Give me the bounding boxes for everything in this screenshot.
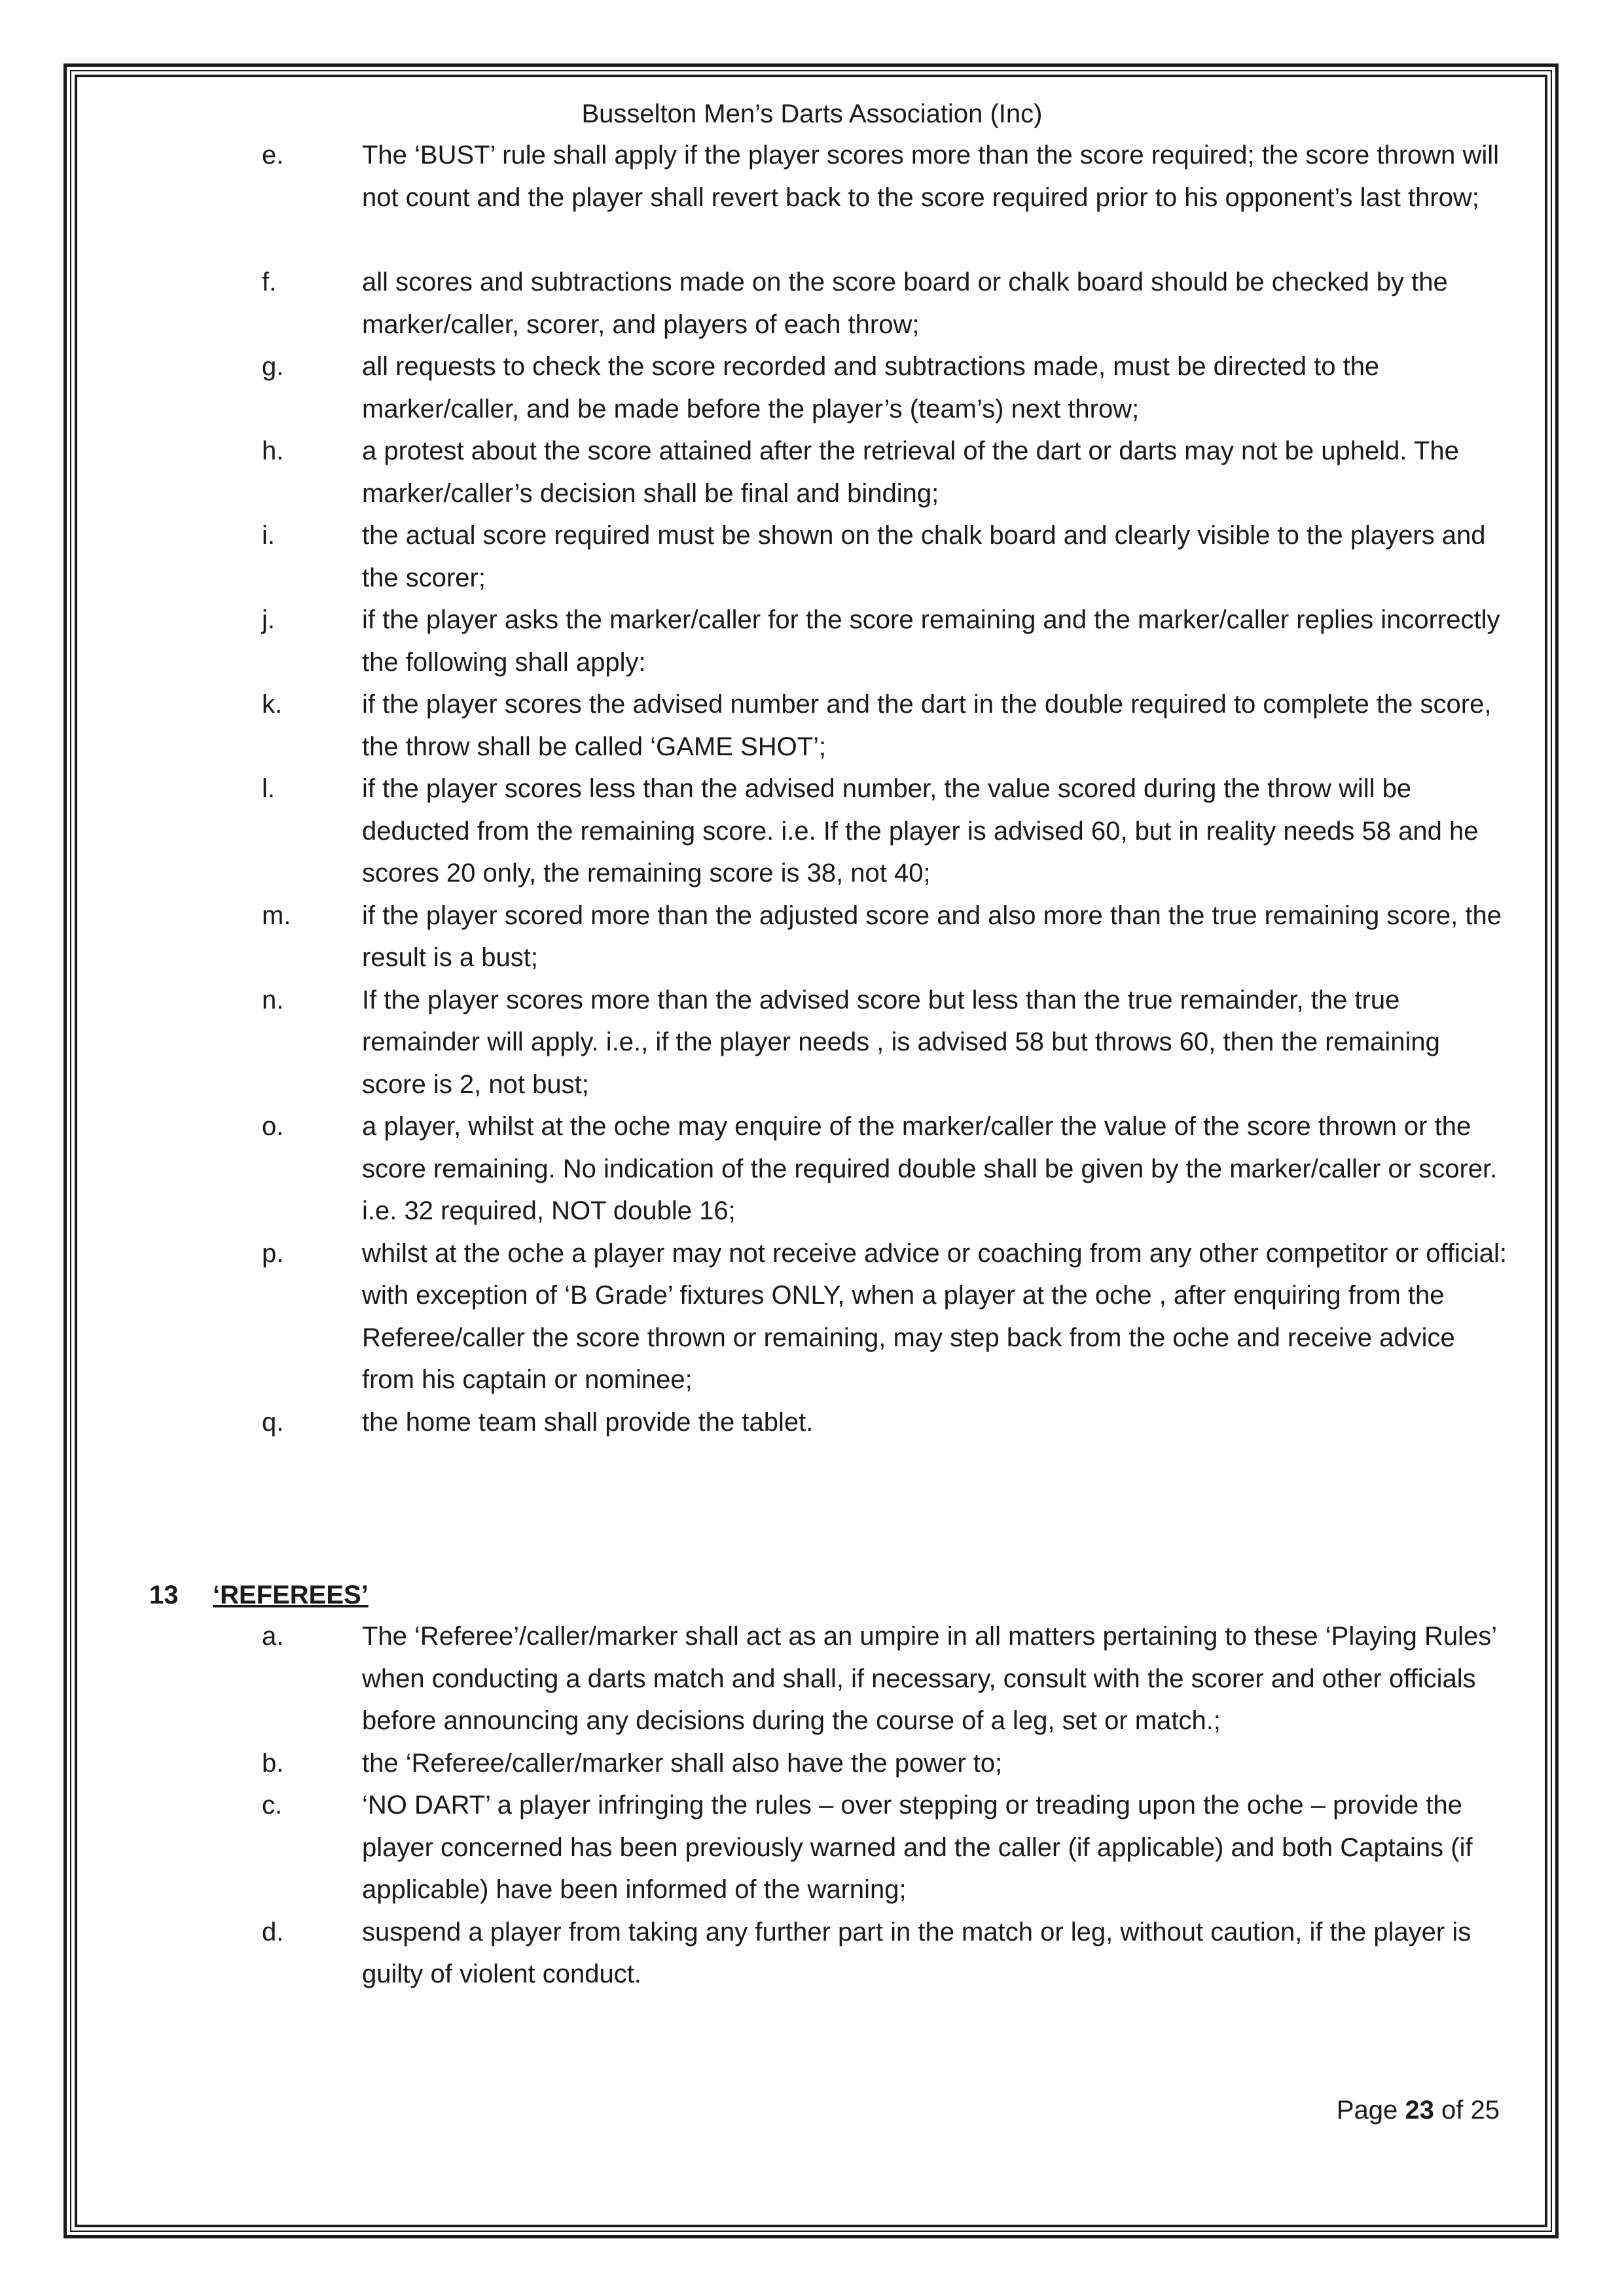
list-item-text: if the player scored more than the adjusted score and also more than the true remaining score, the result is a bust; bbox=[362, 901, 1502, 972]
list-item-letter: p. bbox=[262, 1238, 284, 1268]
section-title: ‘REFEREES’ bbox=[213, 1581, 369, 1609]
list-item bbox=[0, 1615, 1624, 1742]
list-item-letter: q. bbox=[262, 1407, 284, 1437]
page-number: 23 bbox=[1405, 2096, 1434, 2125]
list-item bbox=[0, 1401, 1624, 1444]
list-item-text: a protest about the score attained after the retrieval of the dart or darts may not be upheld. The marker/caller’s decision shall be final and binding; bbox=[362, 437, 1459, 508]
list-item-letter: a. bbox=[262, 1622, 284, 1651]
list-item-text: The ‘Referee’/caller/marker shall act as an umpire in all matters pertaining to these ‘Playing Rules’ when conducting a darts match and shall, if necessary, consult with the scorer and other officials before announcing any decisions during the course of a leg, set or match.; bbox=[362, 1622, 1496, 1735]
list-item-letter: j. bbox=[262, 605, 275, 634]
list-item bbox=[0, 768, 1624, 895]
list-item-text: If the player scores more than the advised score but less than the true remainder, the true remainder will apply. i.e., if the player needs , is advised 58 but throws 60, then the remaining score is 2, not bust; bbox=[362, 985, 1440, 1099]
paragraph-gap bbox=[0, 219, 1624, 261]
list-item-letter: c. bbox=[262, 1791, 283, 1820]
list-item-letter: m. bbox=[262, 901, 291, 930]
list-item bbox=[0, 599, 1624, 683]
list-item bbox=[0, 979, 1624, 1106]
list-item-letter: g. bbox=[262, 352, 284, 381]
referees-list bbox=[0, 1615, 1624, 1996]
list-item-letter: o. bbox=[262, 1112, 284, 1141]
list-item bbox=[0, 1784, 1624, 1911]
list-item-letter: n. bbox=[262, 985, 284, 1014]
list-item bbox=[0, 895, 1624, 979]
list-item bbox=[0, 683, 1624, 768]
list-item bbox=[0, 1742, 1624, 1785]
list-item bbox=[0, 514, 1624, 599]
list-item-letter: k. bbox=[262, 690, 283, 719]
total-pages: 25 bbox=[1470, 2096, 1500, 2125]
list-item bbox=[0, 134, 1624, 219]
list-item-letter: e. bbox=[262, 141, 284, 170]
list-item-letter: f. bbox=[262, 268, 277, 296]
list-item-letter: i. bbox=[262, 521, 275, 550]
page-label: Page bbox=[1336, 2096, 1398, 2125]
list-item-text: if the player asks the marker/caller for the score remaining and the marker/caller replies incorrectly the following shall apply: bbox=[362, 605, 1500, 677]
list-item bbox=[0, 430, 1624, 514]
list-item-text: the home team shall provide the tablet. bbox=[362, 1407, 814, 1437]
list-item-letter: b. bbox=[262, 1748, 284, 1778]
list-item-letter: h. bbox=[262, 437, 284, 465]
list-item-text: if the player scores the advised number and the dart in the double required to complete the score, the throw shall be called ‘GAME SHOT’; bbox=[362, 690, 1492, 761]
of-label: of bbox=[1441, 2096, 1464, 2125]
list-item-text: whilst at the oche a player may not receive advice or coaching from any other competitor or official: with exception of ‘B Grade’ fixtures ONLY, when a player at the oche , after enquiring from the Referee/caller the score thrown or remaining, may step back from the oche and receive advice from his captain or nominee; bbox=[362, 1238, 1507, 1394]
list-item bbox=[0, 261, 1624, 346]
list-item bbox=[0, 346, 1624, 430]
rules-list-continued bbox=[0, 134, 1624, 1443]
section-number: 13 bbox=[149, 1581, 179, 1609]
list-item-text: all scores and subtractions made on the score board or chalk board should be checked by the marker/caller, scorer, and players of each throw; bbox=[362, 268, 1448, 339]
list-item-text: if the player scores less than the advised number, the value scored during the throw will be deducted from the remaining score. i.e. If the player is advised 60, but in reality needs 58 and he scores 20 only, the remaining score is 38, not 40; bbox=[362, 774, 1479, 888]
list-item-text: suspend a player from taking any further part in the match or leg, without caution, if the player is guilty of violent conduct. bbox=[362, 1917, 1471, 1988]
list-item bbox=[0, 1232, 1624, 1401]
list-item-text: The ‘BUST’ rule shall apply if the player scores more than the score required; the score thrown will not count and the player shall revert back to the score required prior to his opponent’s last throw; bbox=[362, 141, 1500, 212]
list-item bbox=[0, 1911, 1624, 1996]
list-item bbox=[0, 1105, 1624, 1232]
list-item-letter: d. bbox=[262, 1917, 284, 1946]
list-item-text: all requests to check the score recorded and subtractions made, must be directed to the marker/caller, and be made before the player’s (team’s) next throw; bbox=[362, 352, 1380, 423]
list-item-text: ‘NO DART’ a player infringing the rules – over stepping or treading upon the oche – provide the player concerned has been previously warned and the caller (if applicable) and both Captains (if applicable) have been informed of the warning; bbox=[362, 1791, 1473, 1904]
document-header: Busselton Men’s Darts Association (Inc) bbox=[581, 99, 1043, 128]
list-item-letter: l. bbox=[262, 774, 275, 803]
page-footer bbox=[1337, 2094, 1500, 2126]
list-item-text: the ‘Referee/caller/marker shall also have the power to; bbox=[362, 1748, 1003, 1778]
list-item-text: the actual score required must be shown on the chalk board and clearly visible to the players and the scorer; bbox=[362, 521, 1486, 592]
list-item-text: a player, whilst at the oche may enquire of the marker/caller the value of the score thrown or the score remaining. No indication of the required double shall be given by the marker/caller or scorer. i.e. 32 required, NOT double 16; bbox=[362, 1112, 1498, 1225]
